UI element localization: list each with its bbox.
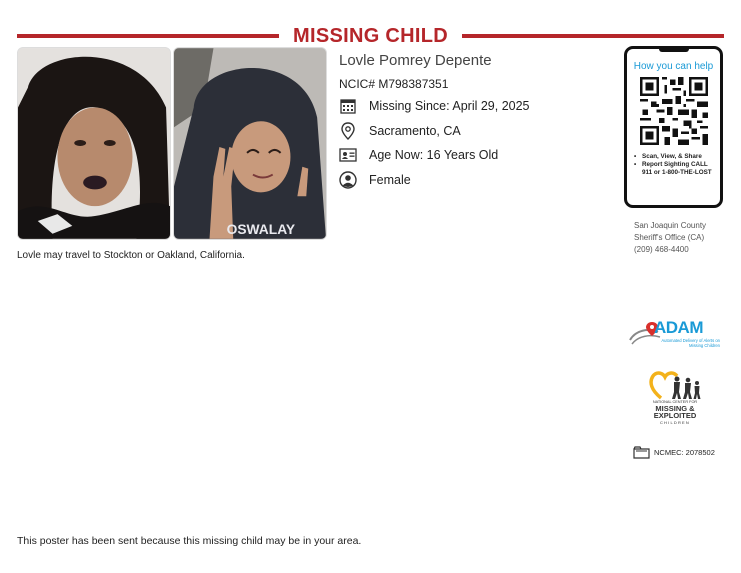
child-photo-1[interactable]: [17, 47, 171, 240]
ncmec-logo: [647, 368, 703, 430]
header-rule-right: [462, 34, 724, 38]
folder-icon: [633, 446, 650, 459]
help-phone-card: [624, 46, 723, 208]
age-row: [339, 145, 498, 165]
agency-contact: [634, 220, 706, 256]
help-item-share: • Scan, View, & Share: [633, 153, 719, 161]
travel-note: Lovle may travel to Stockton or Oakland, California.: [17, 250, 245, 261]
poster-title: MISSING CHILD: [293, 24, 449, 47]
adam-subtitle: Automated Delivery of Alerts on Missing Children: [661, 338, 720, 348]
help-item-report: • Report Sighting CALL 911 or 1-800-THE-LOST: [633, 161, 719, 177]
id-card-icon: [339, 146, 357, 164]
ncmec-case-number: [633, 446, 715, 459]
missing-since-row: [339, 96, 530, 116]
age-now: Age Now: 16 Years Old: [369, 148, 499, 162]
poster-header: [17, 22, 724, 50]
phone-notch: [659, 48, 689, 52]
help-title: How you can help: [633, 61, 714, 72]
header-rule-left: [17, 34, 279, 38]
person-icon: [339, 171, 357, 189]
child-photo-2[interactable]: [173, 47, 327, 240]
agency-name-line2: Sheriff's Office (CA): [634, 233, 705, 242]
ncmec-logo-line2: MISSING & EXPLOITED: [653, 404, 697, 420]
help-list: [633, 153, 719, 177]
child-name: Lovle Pomrey Depente: [339, 52, 492, 69]
calendar-icon: [339, 97, 357, 115]
child-photo-1-image: [18, 48, 170, 239]
adam-wordmark: ADAM: [654, 318, 703, 337]
ncmec-logo-line3: CHILDREN: [659, 420, 691, 425]
ncmec-number: NCMEC: 2078502: [654, 448, 715, 457]
svg-text:OSWALAY: OSWALAY: [226, 220, 296, 237]
ncmec-heart-icon: [647, 368, 703, 400]
adam-logo: [628, 318, 720, 354]
location-row: [339, 121, 461, 141]
missing-since: Missing Since: April 29, 2025: [369, 99, 530, 113]
location-pin-icon: [339, 122, 357, 140]
sex: Female: [369, 173, 411, 187]
poster-footer: This poster has been sent because this missing child may be in your area.: [17, 535, 362, 547]
ncic-number: NCIC# M798387351: [339, 77, 449, 91]
sex-row: [339, 170, 411, 190]
agency-phone[interactable]: (209) 468-4400: [634, 245, 689, 254]
last-seen-location: Sacramento, CA: [369, 124, 461, 138]
qr-code-icon[interactable]: [640, 77, 708, 145]
agency-name-line1: San Joaquin County: [634, 221, 707, 230]
ncmec-logo-line1: NATIONAL CENTER FOR: [652, 400, 698, 404]
child-photo-2-image: [174, 48, 326, 239]
